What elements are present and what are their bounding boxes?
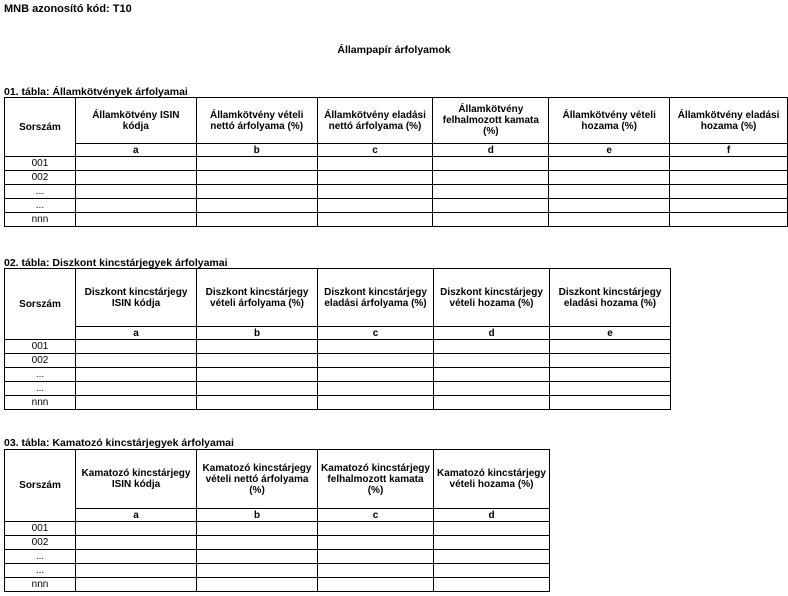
row-number: ... xyxy=(5,550,76,564)
table-cell xyxy=(196,199,317,213)
table-cell xyxy=(75,185,196,199)
table-cell xyxy=(434,382,550,396)
table-cell xyxy=(317,185,433,199)
column-code: c xyxy=(318,509,434,522)
table-cell xyxy=(318,382,434,396)
table-cell xyxy=(197,564,318,578)
table-cell xyxy=(75,157,196,171)
table-cell xyxy=(434,354,550,368)
column-header: Diszkont kincstárjegy ISIN kódja xyxy=(76,269,197,327)
table-cell xyxy=(197,536,318,550)
table-cell xyxy=(434,564,550,578)
table-cell xyxy=(196,185,317,199)
table-cell xyxy=(434,340,550,354)
column-code: d xyxy=(434,509,550,522)
table-cell xyxy=(76,354,197,368)
table-cell xyxy=(76,564,197,578)
row-number: ... xyxy=(5,564,76,578)
table-cell xyxy=(75,213,196,227)
table-cell xyxy=(197,578,318,592)
table-cell xyxy=(434,536,550,550)
column-header: Államkötvény eladási hozama (%) xyxy=(670,98,788,144)
table-cell xyxy=(197,522,318,536)
table-cell xyxy=(318,340,434,354)
column-code: d xyxy=(433,144,549,157)
table-3 xyxy=(4,449,550,592)
table-cell xyxy=(197,354,318,368)
table-cell xyxy=(197,382,318,396)
column-code: a xyxy=(76,327,197,340)
table-row xyxy=(5,382,671,396)
table-cell xyxy=(197,340,318,354)
table-row xyxy=(5,550,550,564)
table-cell xyxy=(76,578,197,592)
table-row xyxy=(5,536,550,550)
table-row xyxy=(5,522,550,536)
column-code: e xyxy=(549,144,670,157)
row-number: nnn xyxy=(5,213,76,227)
table-cell xyxy=(317,157,433,171)
table-row xyxy=(5,213,788,227)
table-cell xyxy=(550,396,671,410)
table-cell xyxy=(670,157,788,171)
table-cell xyxy=(197,550,318,564)
table-cell xyxy=(434,550,550,564)
column-header: Kamatozó kincstárjegy felhalmozott kamata (%) xyxy=(318,450,434,509)
table-cell xyxy=(549,185,670,199)
table-cell xyxy=(196,171,317,185)
table-cell xyxy=(318,578,434,592)
table-cell xyxy=(670,171,788,185)
table-cell xyxy=(196,157,317,171)
table-cell xyxy=(75,199,196,213)
table-3-caption: 03. tábla: Kamatozó kincstárjegyek árfolyamai xyxy=(4,437,234,449)
row-number: 001 xyxy=(5,157,76,171)
table-cell xyxy=(318,550,434,564)
table-cell xyxy=(75,171,196,185)
column-code: a xyxy=(75,144,196,157)
table-cell xyxy=(549,157,670,171)
table-row xyxy=(5,199,788,213)
table-cell xyxy=(197,396,318,410)
column-header: Államkötvény ISIN kódja xyxy=(75,98,196,144)
table-cell xyxy=(196,213,317,227)
column-code: b xyxy=(197,509,318,522)
table-cell xyxy=(433,213,549,227)
row-number: ... xyxy=(5,382,76,396)
table-row xyxy=(5,171,788,185)
column-header: Diszkont kincstárjegy vételi hozama (%) xyxy=(434,269,550,327)
table-cell xyxy=(549,171,670,185)
table-1 xyxy=(4,97,788,227)
row-number: 002 xyxy=(5,536,76,550)
table-cell xyxy=(318,522,434,536)
page-title: Állampapír árfolyamok xyxy=(337,44,451,56)
table-cell xyxy=(549,199,670,213)
table-cell xyxy=(550,340,671,354)
table-cell xyxy=(550,382,671,396)
table-cell xyxy=(197,368,318,382)
table-cell xyxy=(76,536,197,550)
column-header: Kamatozó kincstárjegy ISIN kódja xyxy=(76,450,197,509)
table-cell xyxy=(76,340,197,354)
table-cell xyxy=(318,368,434,382)
table-cell xyxy=(318,354,434,368)
column-header: Kamatozó kincstárjegy vételi hozama (%) xyxy=(434,450,550,509)
table-cell xyxy=(433,199,549,213)
table-cell xyxy=(318,396,434,410)
table-cell xyxy=(550,354,671,368)
row-number: nnn xyxy=(5,578,76,592)
column-code: a xyxy=(76,509,197,522)
table-cell xyxy=(434,368,550,382)
table-row xyxy=(5,368,671,382)
table-cell xyxy=(318,536,434,550)
table-cell xyxy=(433,157,549,171)
table-cell xyxy=(433,185,549,199)
table-cell xyxy=(76,396,197,410)
table-row xyxy=(5,157,788,171)
table-2-caption: 02. tábla: Diszkont kincstárjegyek árfolyamai xyxy=(4,257,228,269)
row-number-header: Sorszám xyxy=(5,98,76,157)
table-row xyxy=(5,578,550,592)
column-header: Államkötvény vételi hozama (%) xyxy=(549,98,670,144)
table-cell xyxy=(670,199,788,213)
table-cell xyxy=(76,368,197,382)
column-header: Államkötvény vételi nettó árfolyama (%) xyxy=(196,98,317,144)
table-cell xyxy=(318,564,434,578)
table-cell xyxy=(76,382,197,396)
table-1-caption: 01. tábla: Államkötvények árfolyamai xyxy=(4,86,188,98)
row-number-header: Sorszám xyxy=(5,450,76,522)
column-code: d xyxy=(434,327,550,340)
table-row xyxy=(5,340,671,354)
column-code: b xyxy=(197,327,318,340)
table-cell xyxy=(550,368,671,382)
table-cell xyxy=(317,171,433,185)
table-2 xyxy=(4,268,671,410)
table-row xyxy=(5,354,671,368)
row-number: ... xyxy=(5,199,76,213)
row-number: 002 xyxy=(5,171,76,185)
column-code: c xyxy=(317,144,433,157)
table-cell xyxy=(670,213,788,227)
row-number: nnn xyxy=(5,396,76,410)
column-code: e xyxy=(550,327,671,340)
table-row xyxy=(5,185,788,199)
row-number: 001 xyxy=(5,340,76,354)
table-cell xyxy=(434,578,550,592)
table-cell xyxy=(317,213,433,227)
column-code: b xyxy=(196,144,317,157)
table-row xyxy=(5,396,671,410)
column-header: Államkötvény eladási nettó árfolyama (%) xyxy=(317,98,433,144)
row-number: 001 xyxy=(5,522,76,536)
column-header: Kamatozó kincstárjegy vételi nettó árfolyama (%) xyxy=(197,450,318,509)
column-code: c xyxy=(318,327,434,340)
table-row xyxy=(5,564,550,578)
row-number-header: Sorszám xyxy=(5,269,76,340)
column-header: Diszkont kincstárjegy vételi árfolyama (%) xyxy=(197,269,318,327)
column-code: f xyxy=(670,144,788,157)
table-cell xyxy=(670,185,788,199)
column-header: Diszkont kincstárjegy eladási hozama (%) xyxy=(550,269,671,327)
table-cell xyxy=(434,522,550,536)
table-cell xyxy=(433,171,549,185)
table-cell xyxy=(434,396,550,410)
table-cell xyxy=(76,522,197,536)
column-header: Diszkont kincstárjegy eladási árfolyama (%) xyxy=(318,269,434,327)
table-cell xyxy=(317,199,433,213)
document-id: MNB azonosító kód: T10 xyxy=(4,3,132,15)
table-cell xyxy=(76,550,197,564)
row-number: 002 xyxy=(5,354,76,368)
table-cell xyxy=(549,213,670,227)
row-number: ... xyxy=(5,368,76,382)
column-header: Államkötvény felhalmozott kamata (%) xyxy=(433,98,549,144)
row-number: ... xyxy=(5,185,76,199)
